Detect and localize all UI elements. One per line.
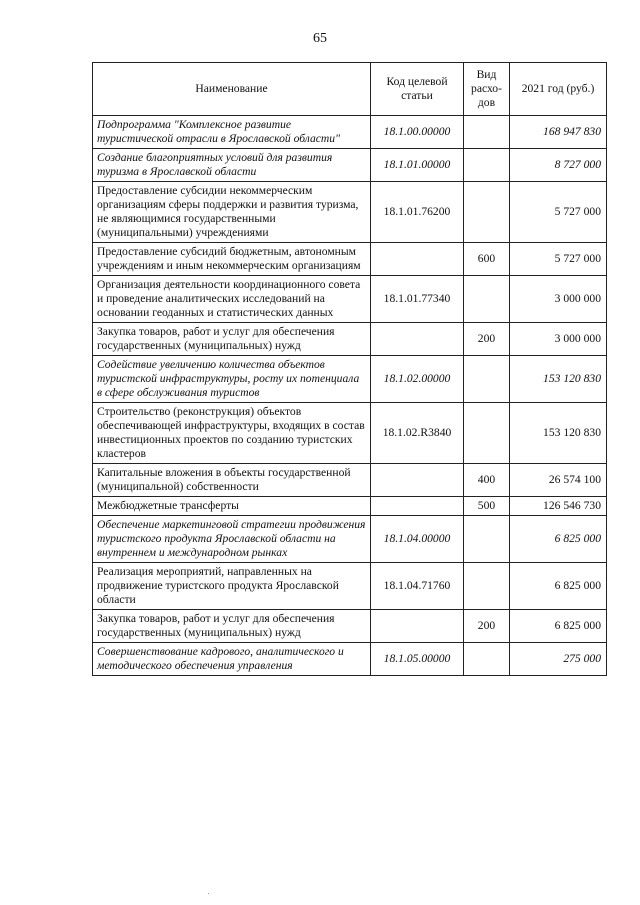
cell-code xyxy=(371,497,464,516)
budget-table xyxy=(92,62,607,676)
cell-amount: 6 825 000 xyxy=(510,516,607,563)
cell-code: 18.1.04.71760 xyxy=(371,563,464,610)
table-row xyxy=(93,563,607,610)
cell-name: Предоставление субсидии некоммерческим организациям сферы поддержки и развития туризма, не являющимися государственными (муниципальными) учреждениями xyxy=(93,182,371,243)
cell-name: Реализация мероприятий, направленных на продвижение туристского продукта Ярославской области xyxy=(93,563,371,610)
cell-amount: 168 947 830 xyxy=(510,116,607,149)
cell-name: Закупка товаров, работ и услуг для обеспечения государственных (муниципальных) нужд xyxy=(93,323,371,356)
cell-name: Создание благоприятных условий для развития туризма в Ярославской области xyxy=(93,149,371,182)
page-number: 65 xyxy=(313,31,327,46)
scan-speck xyxy=(208,893,209,894)
cell-name: Обеспечение маркетинговой стратегии продвижения туристского продукта Ярославской области на внутреннем и международном рынках xyxy=(93,516,371,563)
cell-name: Подпрограмма "Комплексное развитие туристической отрасли в Ярославской области" xyxy=(93,116,371,149)
cell-code xyxy=(371,243,464,276)
cell-type xyxy=(464,356,510,403)
cell-code: 18.1.02.R3840 xyxy=(371,403,464,464)
cell-amount: 153 120 830 xyxy=(510,356,607,403)
table-row xyxy=(93,516,607,563)
table-row xyxy=(93,356,607,403)
cell-amount: 126 546 730 xyxy=(510,497,607,516)
cell-name: Капитальные вложения в объекты государственной (муниципальной) собственности xyxy=(93,464,371,497)
cell-name: Содействие увеличению количества объектов туристской инфраструктуры, росту их потенциала в сфере обслуживания туристов xyxy=(93,356,371,403)
table-row xyxy=(93,276,607,323)
cell-type xyxy=(464,643,510,676)
cell-amount: 6 825 000 xyxy=(510,610,607,643)
header-code: Код целевой статьи xyxy=(371,63,464,116)
table-body xyxy=(93,116,607,676)
cell-type xyxy=(464,516,510,563)
cell-name: Закупка товаров, работ и услуг для обеспечения государственных (муниципальных) нужд xyxy=(93,610,371,643)
cell-code: 18.1.01.00000 xyxy=(371,149,464,182)
cell-name: Совершенствование кадрового, аналитического и методического обеспечения управления xyxy=(93,643,371,676)
cell-amount: 3 000 000 xyxy=(510,276,607,323)
cell-type: 200 xyxy=(464,610,510,643)
cell-type: 600 xyxy=(464,243,510,276)
cell-amount: 5 727 000 xyxy=(510,243,607,276)
cell-name: Организация деятельности координационного совета и проведение аналитических исследований на основании геоданных и статистических данных xyxy=(93,276,371,323)
table-row xyxy=(93,182,607,243)
header-name: Наименование xyxy=(93,63,371,116)
table-row xyxy=(93,497,607,516)
cell-type xyxy=(464,276,510,323)
header-amount: 2021 год (руб.) xyxy=(510,63,607,116)
cell-amount: 153 120 830 xyxy=(510,403,607,464)
cell-type: 500 xyxy=(464,497,510,516)
cell-type xyxy=(464,116,510,149)
cell-code xyxy=(371,323,464,356)
table-row xyxy=(93,243,607,276)
cell-type xyxy=(464,182,510,243)
cell-type: 200 xyxy=(464,323,510,356)
cell-code xyxy=(371,464,464,497)
table-row xyxy=(93,116,607,149)
cell-name: Предоставление субсидий бюджетным, автономным учреждениям и иным некоммерческим организациям xyxy=(93,243,371,276)
table-row xyxy=(93,323,607,356)
cell-name: Межбюджетные трансферты xyxy=(93,497,371,516)
cell-amount: 3 000 000 xyxy=(510,323,607,356)
cell-code: 18.1.00.00000 xyxy=(371,116,464,149)
cell-type xyxy=(464,403,510,464)
cell-name: Строительство (реконструкция) объектов обеспечивающей инфраструктуры, входящих в состав инвестиционных проектов по созданию туристских кластеров xyxy=(93,403,371,464)
cell-amount: 275 000 xyxy=(510,643,607,676)
table-header-row xyxy=(93,63,607,116)
cell-type xyxy=(464,149,510,182)
cell-code xyxy=(371,610,464,643)
cell-amount: 6 825 000 xyxy=(510,563,607,610)
cell-code: 18.1.01.77340 xyxy=(371,276,464,323)
cell-code: 18.1.01.76200 xyxy=(371,182,464,243)
cell-amount: 26 574 100 xyxy=(510,464,607,497)
cell-code: 18.1.05.00000 xyxy=(371,643,464,676)
cell-amount: 8 727 000 xyxy=(510,149,607,182)
table-row xyxy=(93,610,607,643)
table-row xyxy=(93,403,607,464)
cell-code: 18.1.04.00000 xyxy=(371,516,464,563)
header-type: Вид расхо-дов xyxy=(464,63,510,116)
cell-amount: 5 727 000 xyxy=(510,182,607,243)
table-row xyxy=(93,464,607,497)
cell-type xyxy=(464,563,510,610)
cell-code: 18.1.02.00000 xyxy=(371,356,464,403)
table-row xyxy=(93,643,607,676)
cell-type: 400 xyxy=(464,464,510,497)
table-row xyxy=(93,149,607,182)
